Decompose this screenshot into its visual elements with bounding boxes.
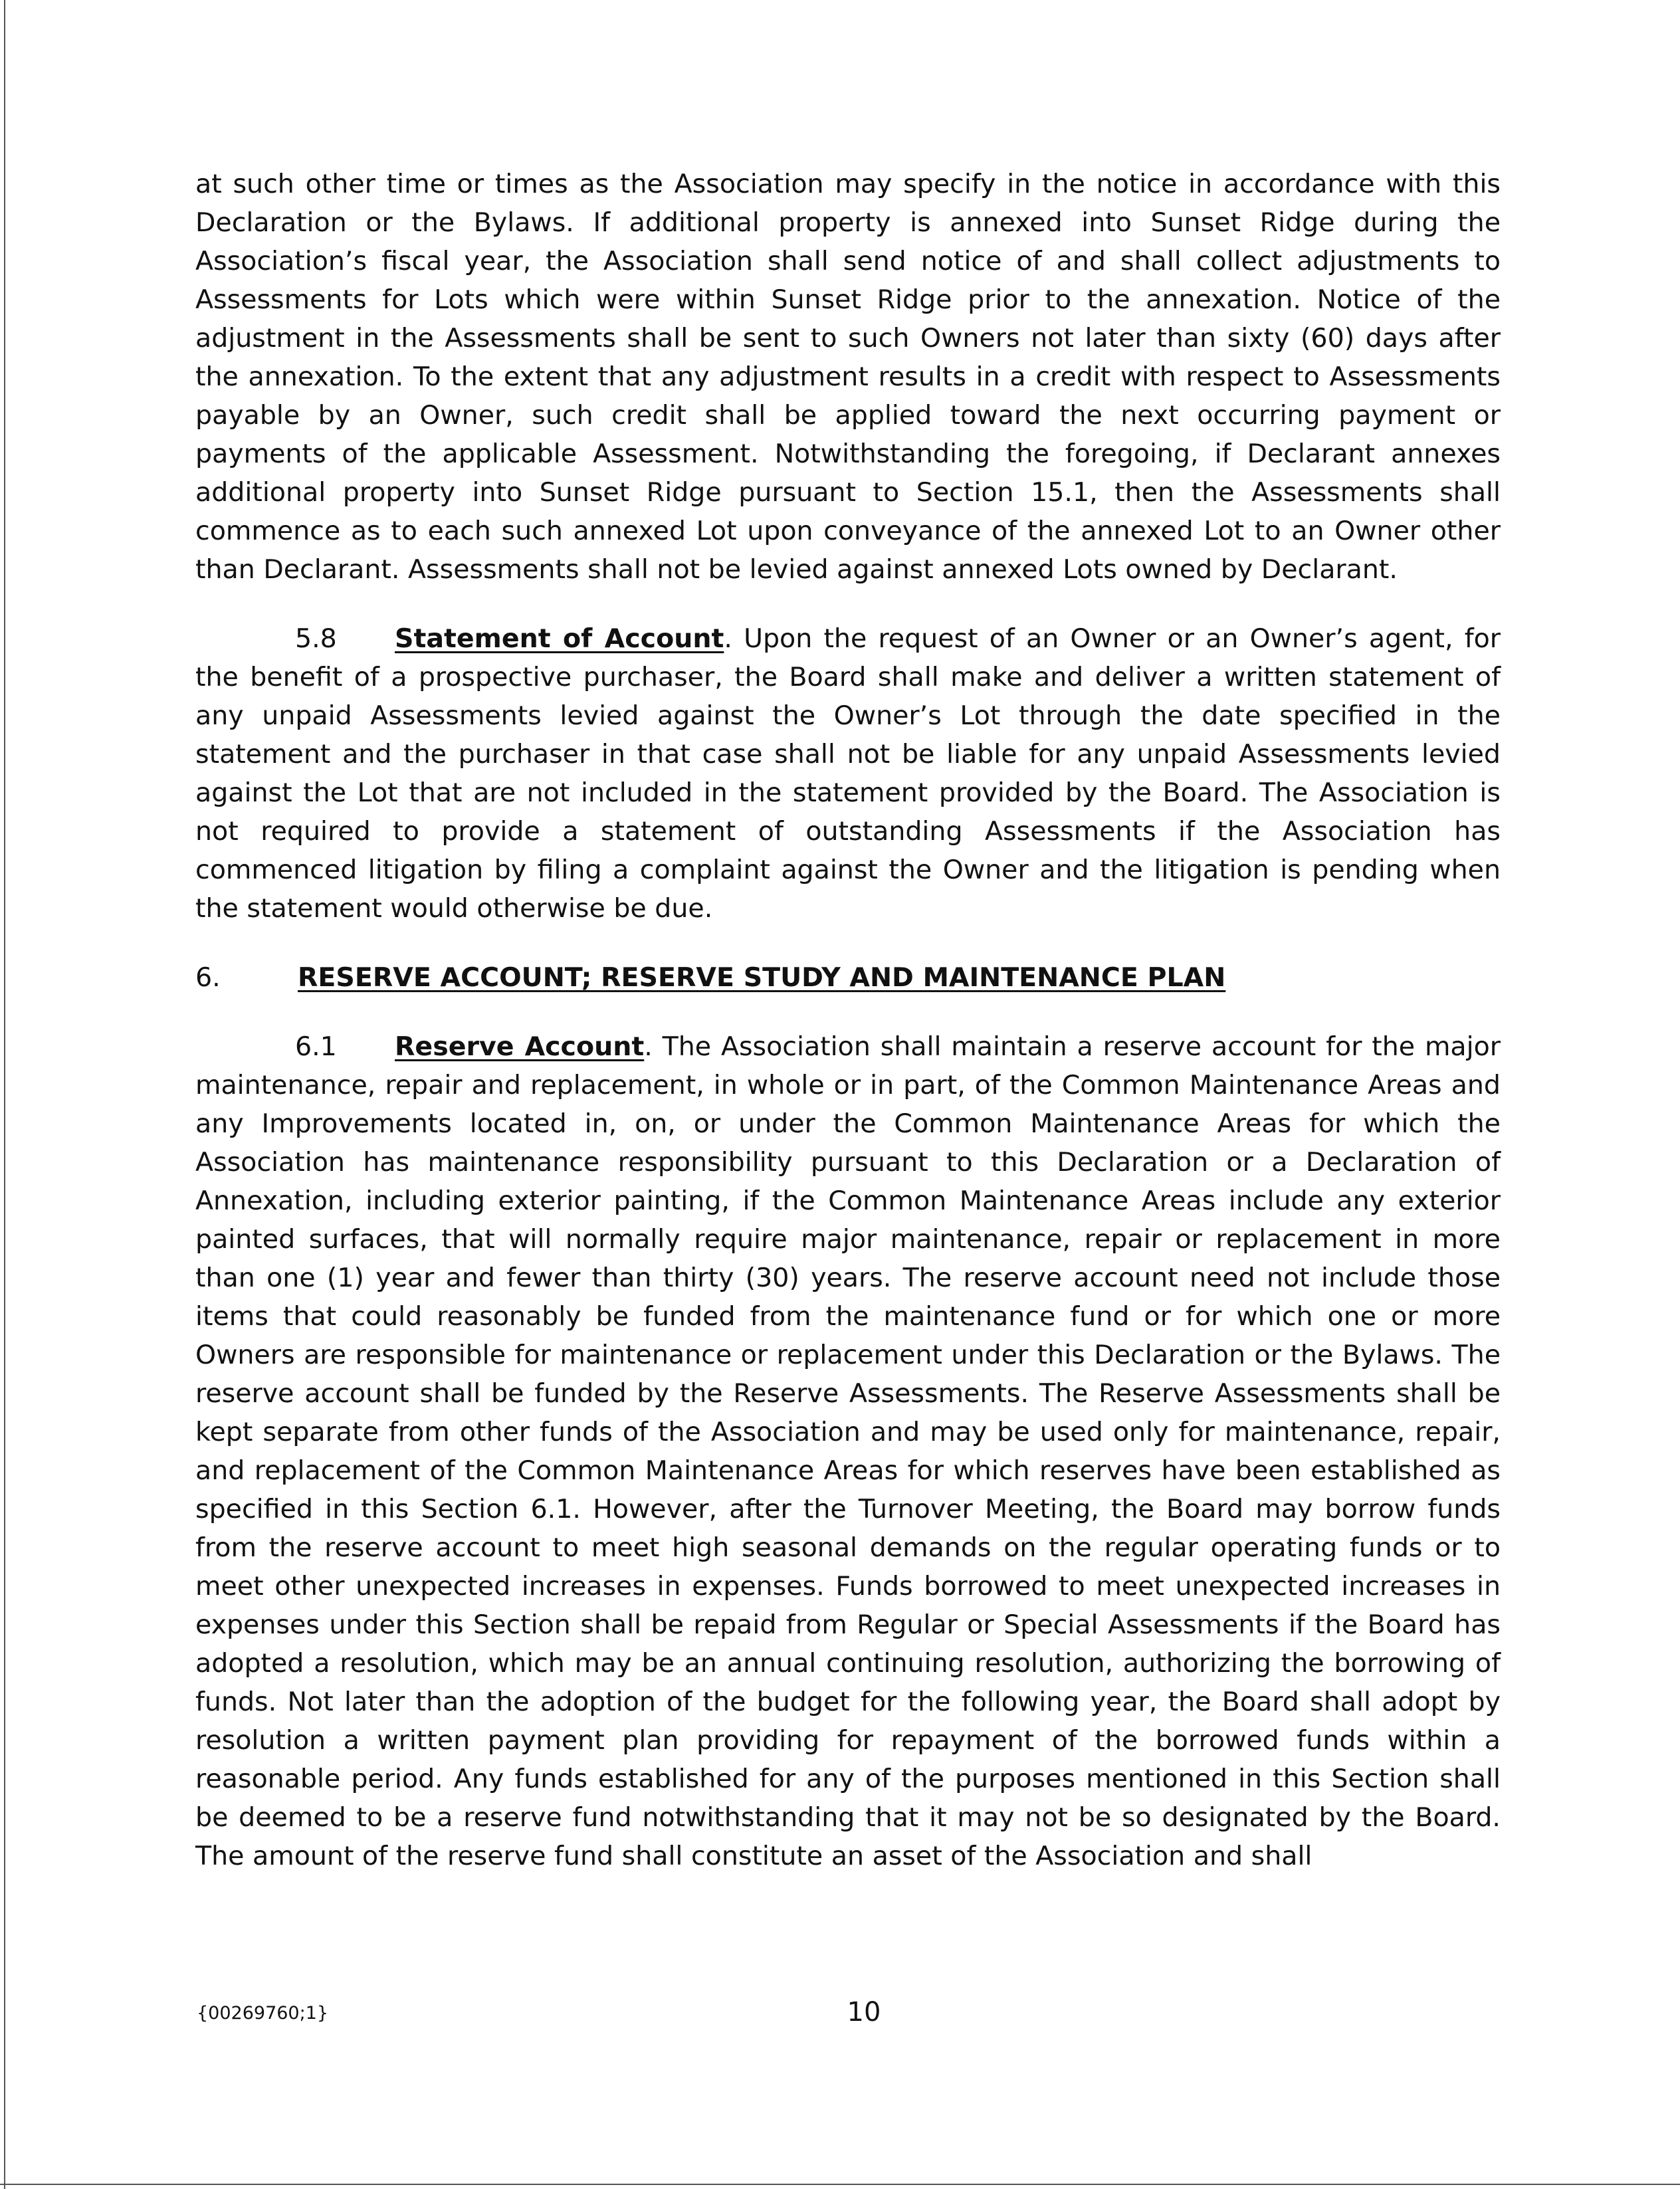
- document-body: [195, 165, 1501, 1906]
- section-6-1-number: 6.1: [295, 1031, 337, 1062]
- section-5-8-text: . Upon the request of an Owner or an Owner’s agent, for the benefit of a prospective purchaser, the Board shall make and deliver a written statement of any unpaid Assessments levied against the Owner’s Lot through the date specified in the statement and the purchaser in that case shall not be liable for any unpaid Assessments levied against the Lot that are not included in the statement provided by the Board. The Association is not required to provide a statement of outstanding Assessments if the Association has commenced litigation by filing a complaint against the Owner and the litigation is pending when the statement would otherwise be due.: [195, 623, 1501, 924]
- continued-paragraph: at such other time or times as the Association may specify in the notice in accordance with this Declaration or the Bylaws. If additional property is annexed into Sunset Ridge during the Association’s fiscal year, the Association shall send notice of and shall collect adjustments to Assessments for Lots which were within Sunset Ridge prior to the annexation. Notice of the adjustment in the Assessments shall be sent to such Owners not later than sixty (60) days after the annexation. To the extent that any adjustment results in a credit with respect to Assessments payable by an Owner, such credit shall be applied toward the next occurring payment or payments of the applicable Assessment. Notwithstanding the foregoing, if Declarant annexes additional property into Sunset Ridge pursuant to Section 15.1, then the Assessments shall commence as to each such annexed Lot upon conveyance of the annexed Lot to an Owner other than Declarant. Assessments shall not be levied against annexed Lots owned by Declarant.: [195, 169, 1501, 585]
- article-6-number: 6.: [195, 962, 221, 993]
- article-6-heading: [195, 958, 1501, 997]
- footer-document-id: {00269760;1}: [197, 2003, 329, 2024]
- section-6-1-title: Reserve Account: [395, 1031, 645, 1062]
- scan-edge-bottom: [0, 2184, 1680, 2185]
- section-5-8-number: 5.8: [295, 623, 337, 654]
- section-5-8-title: Statement of Account: [395, 623, 724, 654]
- page-number: 10: [847, 1997, 881, 2028]
- article-6-title: RESERVE ACCOUNT; RESERVE STUDY AND MAINTENANCE PLAN: [298, 962, 1226, 993]
- section-5-8-paragraph: [195, 619, 1501, 928]
- scan-edge-left: [4, 0, 5, 2189]
- section-6-1-text: . The Association shall maintain a reserve account for the major maintenance, repair and replacement, in whole or in part, of the Common Maintenance Areas and any Improvements located in, on, or under the Common Maintenance Areas for which the Association has maintenance responsibility pursuant to this Declaration or a Declaration of Annexation, including exterior painting, if the Common Maintenance Areas include any exterior painted surfaces, that will normally require major maintenance, repair or replacement in more than one (1) year and fewer than thirty (30) years. The reserve account need not include those items that could reasonably be funded from the maintenance fund or for which one or more Owners are responsible for maintenance or replacement under this Declaration or the Bylaws. The reserve account shall be funded by the Reserve Assessments. The Reserve Assessments shall be kept separate from other funds of the Association and may be used only for maintenance, repair, and replacement of the Common Maintenance Areas for which reserves have been established as specified in this Section 6.1. However, after the Turnover Meeting, the Board may borrow funds from the reserve account to meet high seasonal demands on the regular operating funds or to meet other unexpected increases in expenses. Funds borrowed to meet unexpected increases in expenses under this Section shall be repaid from Regular or Special Assessments if the Board has adopted a resolution, which may be an annual continuing resolution, authorizing the borrowing of funds. Not later than the adoption of the budget for the following year, the Board shall adopt by resolution a written payment plan providing for repayment of the borrowed funds within a reasonable period. Any funds established for any of the purposes mentioned in this Section shall be deemed to be a reserve fund notwithstanding that it may not be so designated by the Board. The amount of the reserve fund shall constitute an asset of the Association and shall: [195, 1031, 1501, 1871]
- section-6-1-paragraph: [195, 1027, 1501, 1875]
